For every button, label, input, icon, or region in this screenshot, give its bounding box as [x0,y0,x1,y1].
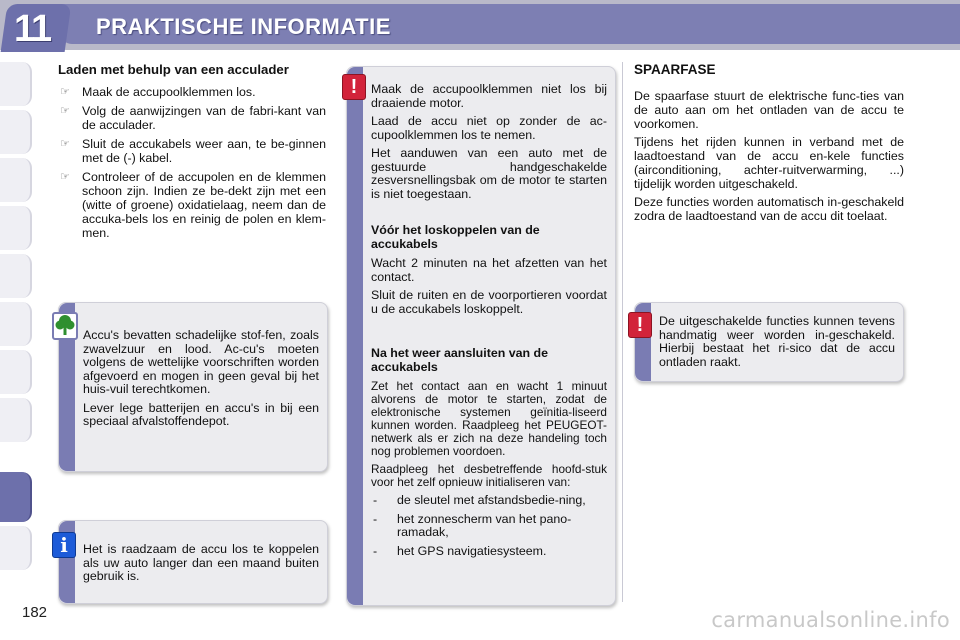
subheading: Na het weer aansluiten van de accukabels [371,346,548,374]
info-icon: i [52,532,76,558]
side-tab[interactable] [0,206,32,250]
side-tab[interactable] [0,158,32,202]
list-item: ☞ Maak de accupoolklemmen los. [60,85,256,99]
step-list [58,85,326,240]
warning-note [346,66,616,606]
side-tab[interactable] [0,62,32,106]
side-tab[interactable] [0,350,32,394]
pointing-hand-icon: ☞ [60,171,70,183]
note-accent-bar [347,67,363,605]
pointing-hand-icon: ☞ [60,138,70,150]
warning-icon: ! [628,312,652,338]
warning-note-right-body: De uitgeschakelde functies kunnen tevens handmatig weer worden in-geschakeld. Hierbij bestaat het ri-sico dat de accu ontladen raakt. [659,314,895,369]
section-heading: Laden met behulp van een acculader [58,62,289,77]
subheading: Vóór het loskoppelen van de accukabels [371,223,540,251]
info-note-body: Het is raadzaam de accu los te koppelen als uw auto langer dan een maand buiten gebruik is. [83,542,319,583]
side-tab[interactable] [0,110,32,154]
tree-icon [52,312,78,340]
left-column [58,62,326,245]
side-tab[interactable] [0,398,32,442]
chapter-number: 11 [14,8,51,50]
side-tab[interactable] [0,302,32,346]
eco-note [58,302,328,472]
eco-note-body: Accu's bevatten schadelijke stof-fen, zoals zwavelzuur en lood. Ac-cu's moeten volgens de wettelijke voorschriften worden afgevoerd en mogen in geen geval bij het huis-vuil terechtkomen. Lever lege batterijen en accu's in bij een speciaal afvalstoffendepot. [83,328,319,428]
pointing-hand-icon: ☞ [60,105,70,117]
list-item: ☞ Controleer of de accupolen en de klemmen schoon zijn. Indien ze be-dekt zijn met een (witte of groene) oxidatielaag, neem dan de accuka-bels los en reinig de polen en klem-men. [60,170,326,240]
warning-note-right [634,302,904,382]
side-tab-active[interactable] [0,472,32,522]
page-number: 182 [22,604,48,621]
list-item: - de sleutel met afstandsbedie-ning, [373,493,586,507]
list-item: ☞ Sluit de accukabels weer aan, te be-ginnen met de (-) kabel. [60,137,326,165]
list-item: ☞ Volg de aanwijzingen van de fabri-kant van de acculader. [60,104,326,132]
side-tab[interactable] [0,254,32,298]
side-tab[interactable] [0,526,32,570]
pointing-hand-icon: ☞ [60,86,70,98]
info-note [58,520,328,604]
page-title: PRAKTISCHE INFORMATIE [96,14,391,39]
reinit-list [371,494,607,558]
list-item: - het zonnescherm van het pano-ramadak, [373,511,572,539]
section-heading: SPAARFASE [634,62,716,77]
watermark: carmanualsonline.info [711,608,950,632]
column-divider [622,62,623,602]
warning-note-body: Maak de accupoolklemmen niet los bij draaiende motor. Laad de accu niet op zonder de ac-cupoolklemmen los te nemen. Het aanduwen van een auto met de gestuurde handgeschakelde zesversnellingsbak om de motor te starten is niet toegestaan. Vóór het loskoppelen van de accukabels Wacht 2 minuten na het afzetten van het contact. Sluit de ruiten en de voorportieren voordat u de accukabels loskoppelt. Na het weer aansluiten van de accukabels Zet het contact aan en wacht 1 minuut alvorens de motor te starten, zodat de elektronische systemen geïnitia-liseerd kunnen worden. Raadpleeg het PEUGEOT-netwerk als er zich na deze handeling toch nog problemen voordoen. Raadpleeg het desbetreffende hoofd-stuk voor het zelf opnieuw initialiseren van: - de sleutel met afstandsbedie-ning, - het zonnescherm van het pano-ramadak, - het GPS navigatiesysteem. [371,82,607,558]
list-item: - het GPS navigatiesysteem. [373,543,547,558]
right-column: SPAARFASE De spaarfase stuurt de elektrische func-ties van de auto aan om het ontladen van de accu te voorkomen. Tijdens het rijden kunnen in verband met de laadtoestand van de accu en-kele functies (airconditioning, achter-ruitverwarming, ...) tijdelijk worden uitgeschakeld. Deze functies worden automatisch in-geschakeld zodra de laadtoestand van de accu dit toelaat. [634,62,904,223]
warning-icon: ! [342,74,366,100]
